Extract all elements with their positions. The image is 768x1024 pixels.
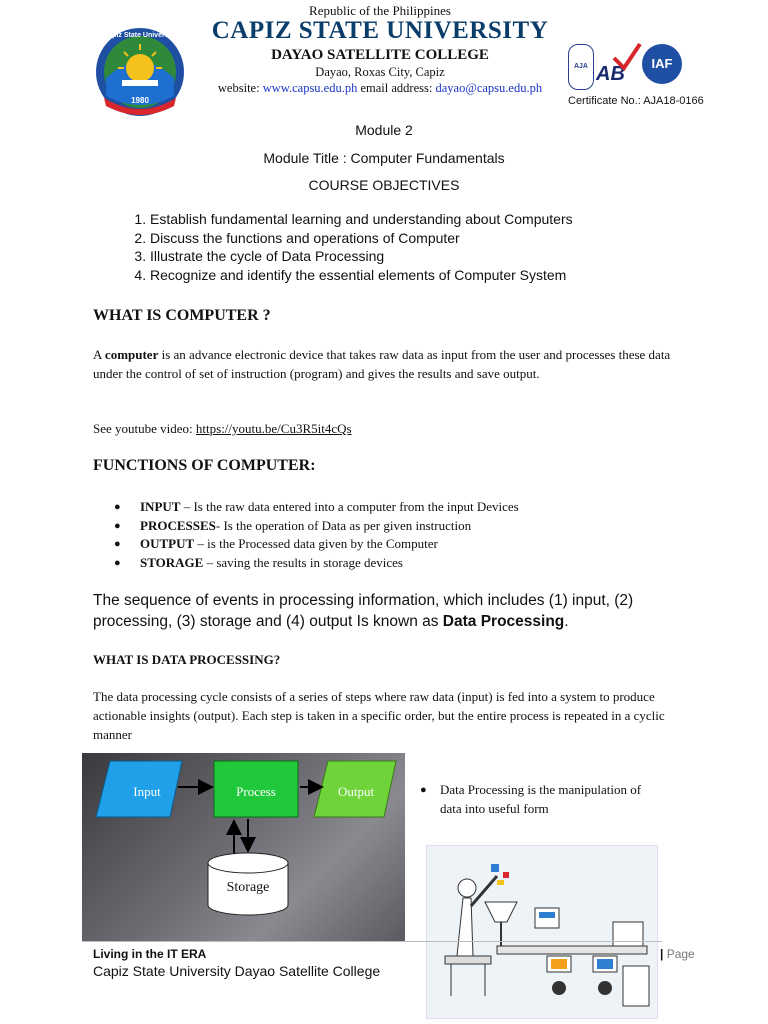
footer-page: | Page: [660, 947, 695, 961]
email-label: email address:: [357, 81, 436, 95]
process-label: Process: [236, 784, 276, 799]
footer-college: Capiz State University Dayao Satellite College: [93, 963, 381, 979]
website-label: website:: [217, 81, 263, 95]
list-item: 2. Discuss the functions and operations of Computer: [150, 229, 573, 248]
list-item: 3. Illustrate the cycle of Data Processing: [150, 247, 573, 266]
email-link[interactable]: dayao@capsu.edu.ph: [435, 81, 543, 95]
bullet-icon: ●: [420, 784, 427, 796]
ab-badge: AB: [596, 63, 625, 85]
iaf-badge: IAF: [642, 44, 682, 84]
university-name: CAPIZ STATE UNIVERSITY: [211, 17, 549, 44]
republic-line: Republic of the Philippines: [309, 3, 451, 18]
logo-text: Capiz State University: [103, 32, 177, 39]
certification-badges: [566, 40, 686, 94]
list-item: 1. Establish fundamental learning and understanding about Computers: [150, 210, 573, 229]
list-item: ● PROCESSES- Is the operation of Data as per given instruction: [140, 517, 519, 536]
video-line: See youtube video: https://youtu.be/Cu3R5it4cQs: [93, 421, 352, 436]
footer-divider: [82, 941, 662, 942]
logo-year: 1980: [131, 96, 149, 105]
certificate-number: Certificate No.: AJA18-0166: [568, 95, 704, 107]
output-label: Output: [337, 784, 375, 799]
objectives-list: [108, 210, 573, 284]
what-is-computer-heading: WHAT IS COMPUTER ?: [93, 307, 271, 324]
list-item: 4. Recognize and identify the essential elements of Computer System: [150, 266, 573, 285]
side-note: ● Data Processing is the manipulation of data into useful form: [420, 782, 642, 816]
footer-course: Living in the IT ERA: [93, 947, 207, 961]
college-address: Dayao, Roxas City, Capiz: [315, 65, 445, 79]
data-processing-heading: WHAT IS DATA PROCESSING?: [93, 652, 281, 667]
objectives-heading: COURSE OBJECTIVES: [308, 177, 460, 193]
youtube-link[interactable]: https://youtu.be/Cu3R5it4cQs: [195, 421, 352, 436]
university-logo: [94, 26, 186, 118]
college-name: DAYAO SATELLITE COLLEGE: [271, 47, 489, 63]
data-processing-paragraph: The data processing cycle consists of a series of steps where raw data (input) is fed into a system to produce actionable insights (output). Each step is taken in a specific order, but the entire process is repeated in a cyclic manner: [93, 689, 665, 742]
computer-definition: A computer is an advance electronic device that takes raw data as input from the user and processes these data under the control of set of instruction (program) and gives the results and save output.: [93, 347, 671, 381]
input-label: Input: [133, 784, 161, 799]
list-item: ● INPUT – Is the raw data entered into a computer from the input Devices: [140, 498, 519, 517]
list-item: ● OUTPUT – is the Processed data given by the Computer: [140, 535, 519, 554]
aja-badge: AJA: [568, 44, 594, 90]
list-item: ● STORAGE – saving the results in storage devices: [140, 554, 519, 573]
data-processing-diagram: [82, 753, 405, 941]
storage-label: Storage: [226, 880, 270, 895]
module-number: Module 2: [355, 122, 413, 138]
data-processing-illustration: [426, 845, 658, 1019]
sequence-paragraph: The sequence of events in processing information, which includes (1) input, (2) processing, (3) storage and (4) output Is known as Data Processing.: [93, 592, 634, 630]
functions-list: [112, 498, 519, 572]
module-title: Module Title : Computer Fundamentals: [263, 150, 505, 166]
ab-check-icon: [612, 42, 642, 77]
contact-line: [200, 80, 560, 96]
website-link[interactable]: www.capsu.edu.ph: [262, 81, 358, 95]
functions-heading: FUNCTIONS OF COMPUTER:: [93, 457, 316, 474]
